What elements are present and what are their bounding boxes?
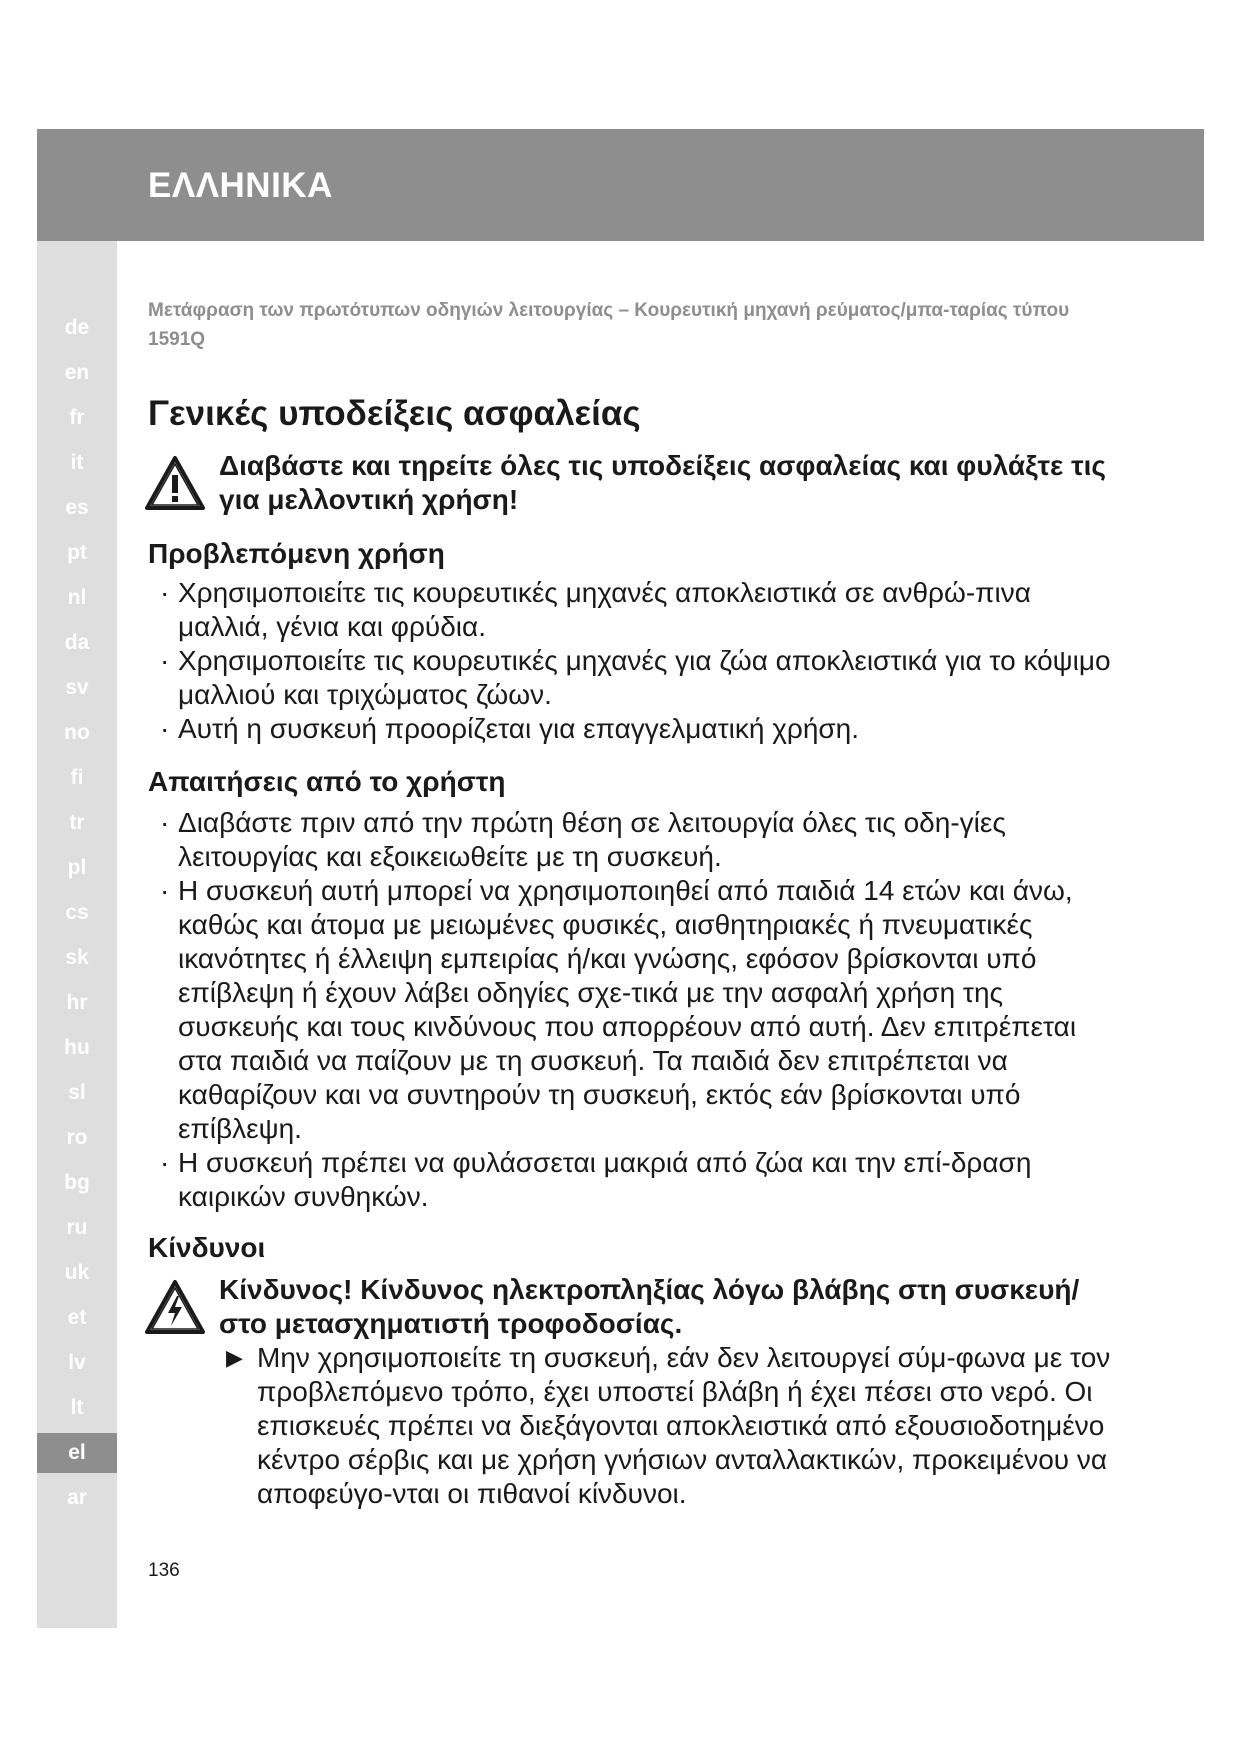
document-subtitle: Μετάφραση των πρωτότυπων οδηγιών λειτουργίας – Κουρευτική μηχανή ρεύματος/μπα-ταρίας τύπου 1591Q: [148, 300, 1070, 350]
language-sidebar: [37, 241, 117, 1628]
lang-tab-sk[interactable]: sk: [65, 946, 89, 969]
list-item: · Διαβάστε πριν από την πρώτη θέση σε λειτουργία όλες τις οδη-γίες λειτουργίας και εξοικειωθείτε με τη συσκευή.: [160, 807, 1006, 872]
electric-shock-warning-icon: [144, 1279, 206, 1335]
heading-user-requirements: Απαιτήσεις από το χρήστη: [148, 766, 506, 797]
list-item: · Η συσκευή αυτή μπορεί να χρησιμοποιηθεί από παιδιά 14 ετών και άνω, καθώς και άτομα με μειωμένες φυσικές, αισθητηριακές ή πνευματικές ικανότητες ή έλλειψη εμπειρίας ή/και γνώσης, εφόσον βρίσκονται υπό επίβλεψη ή έχουν λάβει οδηγίες σχε-τικά με την ασφαλή χρήση της συσκευής και τους κινδύνους που απορρέουν από αυτή. Δεν επιτρέπεται στα παιδιά να παίζουν με τη συσκευή. Τα παιδιά δεν επιτρέπεται να καθαρίζουν και να συντηρούν τη συσκευή, εκτός εάν βρίσκονται υπό επίβλεψη.: [160, 875, 1077, 1144]
lang-tab-tr[interactable]: tr: [69, 811, 85, 834]
lang-tab-fr[interactable]: fr: [69, 406, 85, 429]
lang-tab-en[interactable]: en: [64, 361, 90, 384]
lang-tab-el[interactable]: el: [37, 1433, 117, 1473]
page-title: ΕΛΛΗΝΙΚΑ: [148, 166, 333, 205]
warning-triangle-icon: [144, 455, 206, 511]
danger-instruction: ▶ Μην χρησιμοποιείτε τη συσκευή, εάν δεν λειτουργεί σύμ-φωνα με τον προβλεπόμενο τρόπο, έχει υποστεί βλάβη ή έχει πέσει στο νερό. Οι επισκευές πρέπει να διεξάγονται αποκλειστικά από εξουσιοδοτημένο κέντρο σέρβις και με χρήση γνήσιων ανταλλακτικών, προκειμένου να αποφεύγο-νται οι πιθανοί κίνδυνοι.: [226, 1342, 1111, 1509]
lang-tab-pt[interactable]: pt: [67, 541, 87, 564]
lang-tab-fi[interactable]: fi: [70, 766, 84, 789]
list-item: · Χρησιμοποιείτε τις κουρευτικές μηχανές αποκλειστικά σε ανθρώ-πινα μαλλιά, γένια και φρύδια.: [160, 577, 1031, 642]
lang-tab-lt[interactable]: lt: [70, 1396, 84, 1419]
lang-tab-lv[interactable]: lv: [68, 1351, 86, 1374]
list-item: · Χρησιμοποιείτε τις κουρευτικές μηχανές για ζώα αποκλειστικά για το κόψιμο μαλλιού και τριχώματος ζώων.: [160, 645, 1111, 710]
lang-tab-pl[interactable]: pl: [67, 856, 87, 879]
lang-tab-no[interactable]: no: [64, 721, 90, 744]
lang-tab-ro[interactable]: ro: [66, 1126, 88, 1149]
list-item: · Η συσκευή πρέπει να φυλάσσεται μακριά από ζώα και την επί-δραση καιρικών συνθηκών.: [160, 1147, 1032, 1212]
general-safety-warning: Διαβάστε και τηρείτε όλες τις υποδείξεις ασφαλείας και φυλάξτε τις για μελλοντική χρήση!: [219, 450, 1106, 515]
lang-tab-ru[interactable]: ru: [66, 1216, 88, 1239]
lang-tab-da[interactable]: da: [64, 631, 90, 654]
list-item: · Αυτή η συσκευή προορίζεται για επαγγελματική χρήση.: [160, 713, 860, 744]
lang-tab-sl[interactable]: sl: [68, 1081, 86, 1104]
lang-tab-nl[interactable]: nl: [67, 586, 87, 609]
section-title: Γενικές υποδείξεις ασφαλείας: [148, 394, 641, 433]
electric-shock-warning: Κίνδυνος! Κίνδυνος ηλεκτροπληξίας λόγω βλάβης στη συσκευή/στο μετασχηματιστή τροφοδοσίας.: [219, 1274, 1080, 1339]
heading-intended-use: Προβλεπόμενη χρήση: [148, 538, 445, 569]
lang-tab-bg[interactable]: bg: [64, 1171, 90, 1194]
arrow-right-icon: ▶: [226, 1345, 243, 1370]
lang-tab-es[interactable]: es: [65, 496, 89, 519]
intended-use-list: [160, 576, 1120, 746]
lang-tab-sv[interactable]: sv: [65, 676, 89, 699]
page-number: 136: [148, 1560, 180, 1581]
lang-tab-de[interactable]: de: [64, 316, 90, 339]
lang-tab-uk[interactable]: uk: [64, 1261, 90, 1284]
lang-tab-cs[interactable]: cs: [65, 901, 89, 924]
lang-tab-ar[interactable]: ar: [67, 1486, 87, 1509]
user-requirements-list: [160, 806, 1120, 1214]
lang-tab-hu[interactable]: hu: [64, 1036, 90, 1059]
heading-dangers: Κίνδυνοι: [148, 1232, 266, 1263]
lang-tab-it[interactable]: it: [70, 451, 84, 474]
lang-tab-et[interactable]: et: [67, 1306, 87, 1329]
lang-tab-hr[interactable]: hr: [66, 991, 88, 1014]
